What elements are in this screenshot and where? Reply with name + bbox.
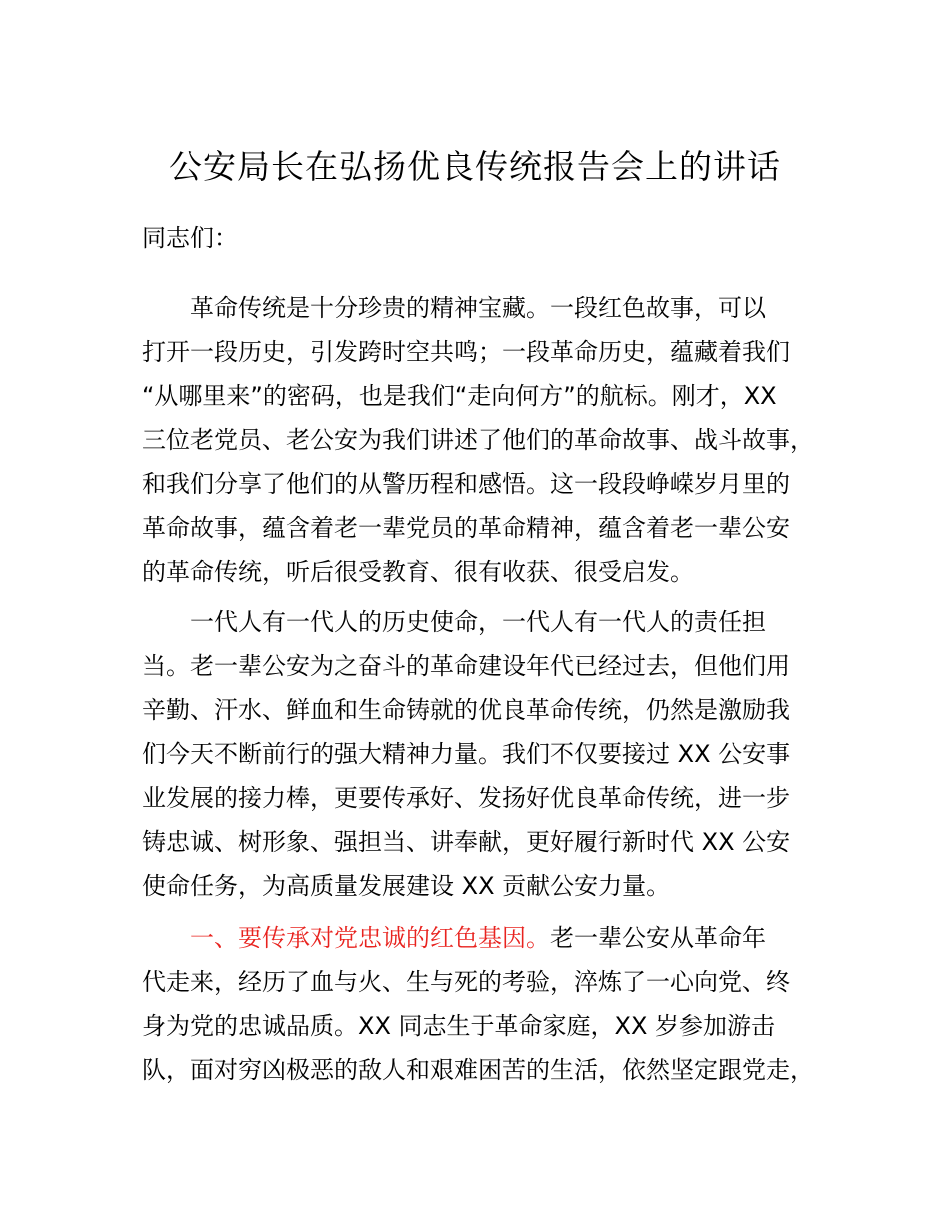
paragraph-line: 三位老党员、老公安为我们讲述了他们的革命故事、战斗故事， xyxy=(142,426,814,454)
salutation: 同志们： xyxy=(142,224,238,252)
paragraph-1 xyxy=(142,286,842,594)
paragraph-line: “从哪里来”的密码，也是我们“走向何方”的航标。刚才，XX xyxy=(142,382,777,410)
paragraph-line: 和我们分享了他们的从警历程和感悟。这一段段峥嵘岁月里的 xyxy=(142,470,790,498)
paragraph-line: 辛勤、汗水、鲜血和生命铸就的优良革命传统，仍然是激励我 xyxy=(142,696,790,724)
paragraph-line: 的革命传统，听后很受教育、很有收获、很受启发。 xyxy=(142,558,694,586)
paragraph-line: 打开一段历史，引发跨时空共鸣；一段革命历史，蕴藏着我们 xyxy=(142,338,790,366)
document-title: 公安局长在弘扬优良传统报告会上的讲话 xyxy=(169,147,781,186)
paragraph-line: 业发展的接力棒，更要传承好、发扬好优良革命传统，进一步 xyxy=(142,784,790,812)
paragraph-line: 使命任务，为高质量发展建设 XX 贡献公安力量。 xyxy=(142,872,671,900)
paragraph-line xyxy=(142,916,842,960)
paragraph-3 xyxy=(142,916,842,1092)
paragraph-line: 队，面对穷凶极恶的敌人和艰难困苦的生活，依然坚定跟党走， xyxy=(142,1056,814,1084)
paragraph-line: 革命传统是十分珍贵的精神宝藏。一段红色故事，可以 xyxy=(190,294,766,322)
paragraph-line: 一代人有一代人的历史使命，一代人有一代人的责任担 xyxy=(190,608,766,636)
paragraph-line: 们今天不断前行的强大精神力量。我们不仅要接过 XX 公安事 xyxy=(142,740,791,768)
section-heading: 一、要传承对党忠诚的红色基因。 xyxy=(190,924,550,952)
paragraph-2 xyxy=(142,600,842,908)
paragraph-line: 当。老一辈公安为之奋斗的革命建设年代已经过去，但他们用 xyxy=(142,652,790,680)
paragraph-line: 代走来，经历了血与火、生与死的考验，淬炼了一心向党、终 xyxy=(142,968,790,996)
paragraph-line: 革命故事，蕴含着老一辈党员的革命精神，蕴含着老一辈公安 xyxy=(142,514,790,542)
paragraph-text: 老一辈公安从革命年 xyxy=(550,924,766,952)
paragraph-line: 铸忠诚、树形象、强担当、讲奉献，更好履行新时代 XX 公安 xyxy=(142,828,791,856)
paragraph-line: 身为党的忠诚品质。XX 同志生于革命家庭，XX 岁参加游击 xyxy=(142,1012,776,1040)
